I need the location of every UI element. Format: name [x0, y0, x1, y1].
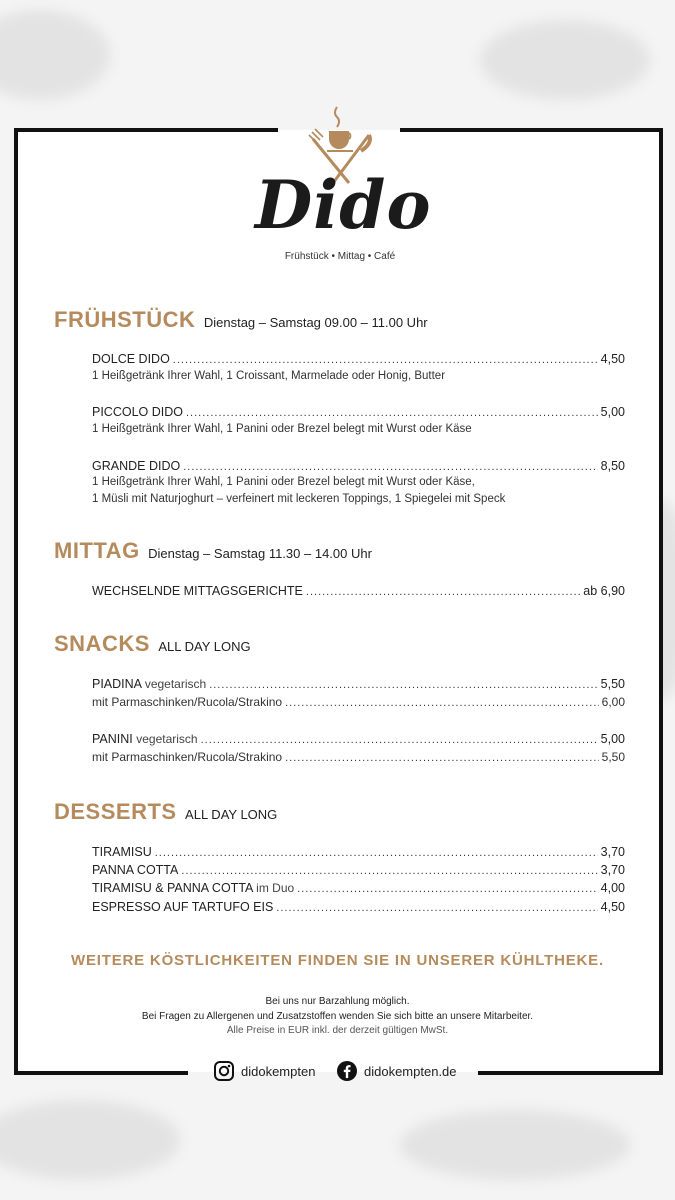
leader-dots	[183, 459, 597, 475]
facebook-link[interactable]	[336, 1058, 457, 1084]
instagram-link[interactable]	[213, 1058, 315, 1084]
section-title: FRÜHSTÜCK	[54, 307, 196, 332]
item-name: DOLCE DIDO	[92, 352, 170, 366]
leader-dots	[155, 845, 598, 861]
payment-note: Bei uns nur Barzahlung möglich.	[265, 996, 410, 1007]
menu-item-piccolo-dido	[92, 404, 625, 421]
leader-dots	[276, 900, 597, 916]
frame-right	[659, 128, 663, 1075]
brand-name: Dido	[255, 166, 432, 244]
item-price: 6,00	[601, 695, 625, 709]
section-hours: Dienstag – Samstag 09.00 – 11.00 Uhr	[203, 315, 428, 330]
leader-dots	[209, 677, 597, 693]
menu-item-tiramisu	[92, 844, 625, 861]
menu-item-piadina-variant	[92, 694, 625, 711]
leader-dots	[181, 863, 597, 879]
item-name-wrap	[92, 880, 294, 896]
instagram-handle: didokempten	[241, 1063, 316, 1079]
item-variant: mit Parmaschinken/Rucola/Strakino	[92, 750, 283, 764]
cooler-callout: WEITERE KÖSTLICHKEITEN FINDEN SIE IN UNSERER KÜHLTHEKE.	[71, 952, 604, 969]
item-price: 5,00	[600, 405, 625, 419]
leader-dots	[201, 732, 598, 748]
item-variant: mit Parmaschinken/Rucola/Strakino	[92, 695, 283, 709]
leader-dots	[173, 352, 598, 368]
item-description: 1 Heißgetränk Ihrer Wahl, 1 Panini oder Brezel belegt mit Wurst oder Käse	[92, 423, 472, 435]
item-name: PANINI	[92, 732, 133, 746]
item-price: 4,00	[600, 881, 625, 895]
leader-dots	[306, 584, 580, 600]
menu-item-dolce-dido	[92, 351, 625, 368]
menu-item-grande-dido	[92, 458, 625, 475]
item-name-wrap	[92, 676, 206, 692]
item-price: ab 6,90	[583, 584, 625, 598]
brand-tagline: Frühstück • Mittag • Café	[284, 251, 396, 262]
frame-left	[14, 128, 18, 1075]
item-price: 5,50	[600, 677, 625, 691]
instagram-icon	[213, 1060, 235, 1082]
brand-logo	[255, 105, 432, 265]
item-qualifier: im Duo	[256, 881, 295, 895]
item-price: 5,50	[601, 750, 625, 764]
section-hours: ALL DAY LONG	[185, 807, 278, 822]
frame-top-right	[400, 128, 663, 132]
item-price: 5,00	[600, 732, 625, 746]
item-name: ESPRESSO AUF TARTUFO EIS	[92, 900, 274, 914]
menu-item-duo	[92, 880, 625, 897]
frame-bottom-right	[478, 1071, 663, 1075]
section-snacks-heading	[54, 631, 251, 657]
menu-item-mittagsgerichte	[92, 583, 625, 600]
section-title: SNACKS	[54, 631, 150, 656]
section-title: MITTAG	[54, 538, 140, 563]
leader-dots	[297, 881, 597, 897]
item-price: 3,70	[600, 863, 625, 877]
item-name: WECHSELNDE MITTAGSGERICHTE	[92, 584, 303, 598]
menu-item-espresso-tartufo	[92, 899, 625, 916]
item-price: 4,50	[600, 900, 625, 914]
item-name-wrap	[92, 731, 198, 747]
section-hours: ALL DAY LONG	[158, 639, 251, 654]
item-name: TIRAMISU & PANNA COTTA	[92, 881, 253, 895]
menu-card	[17, 130, 660, 1072]
item-qualifier: vegetarisch	[136, 732, 198, 746]
leader-dots	[285, 750, 599, 766]
facebook-handle: didokempten.de	[364, 1063, 457, 1079]
leader-dots	[285, 695, 599, 711]
menu-item-panna-cotta	[92, 862, 625, 879]
item-description: 1 Heißgetränk Ihrer Wahl, 1 Panini oder Brezel belegt mit Wurst oder Käse,	[92, 476, 475, 488]
allergen-note: Bei Fragen zu Allergenen und Zusatzstoffen wenden Sie sich bitte an unsere Mitarbeiter.	[141, 1011, 534, 1022]
menu-item-piadina	[92, 676, 625, 693]
item-price: 3,70	[600, 845, 625, 859]
price-note: Alle Preise in EUR inkl. der derzeit gültigen MwSt.	[226, 1025, 449, 1036]
section-desserts-heading	[54, 799, 277, 825]
item-price: 4,50	[600, 352, 625, 366]
item-name: PANNA COTTA	[92, 863, 179, 877]
item-price: 8,50	[600, 459, 625, 473]
section-hours: Dienstag – Samstag 11.30 – 14.00 Uhr	[148, 546, 372, 561]
item-description: 1 Müsli mit Naturjoghurt – verfeinert mit leckeren Toppings, 1 Spiegelei mit Speck	[92, 493, 506, 505]
menu-item-panini-variant	[92, 749, 625, 766]
item-name: PIADINA	[92, 677, 142, 691]
section-fruehstueck-heading	[54, 307, 428, 333]
facebook-icon	[336, 1060, 358, 1082]
menu-item-panini	[92, 731, 625, 748]
item-name: GRANDE DIDO	[92, 459, 181, 473]
item-description: 1 Heißgetränk Ihrer Wahl, 1 Croissant, Marmelade oder Honig, Butter	[92, 370, 446, 382]
section-mittag-heading	[54, 538, 372, 564]
item-name: TIRAMISU	[92, 845, 152, 859]
frame-top-left	[14, 128, 278, 132]
item-name: PICCOLO DIDO	[92, 405, 183, 419]
leader-dots	[186, 405, 598, 421]
section-title: DESSERTS	[54, 799, 177, 824]
item-qualifier: vegetarisch	[144, 677, 207, 691]
frame-bottom-left	[14, 1071, 188, 1075]
